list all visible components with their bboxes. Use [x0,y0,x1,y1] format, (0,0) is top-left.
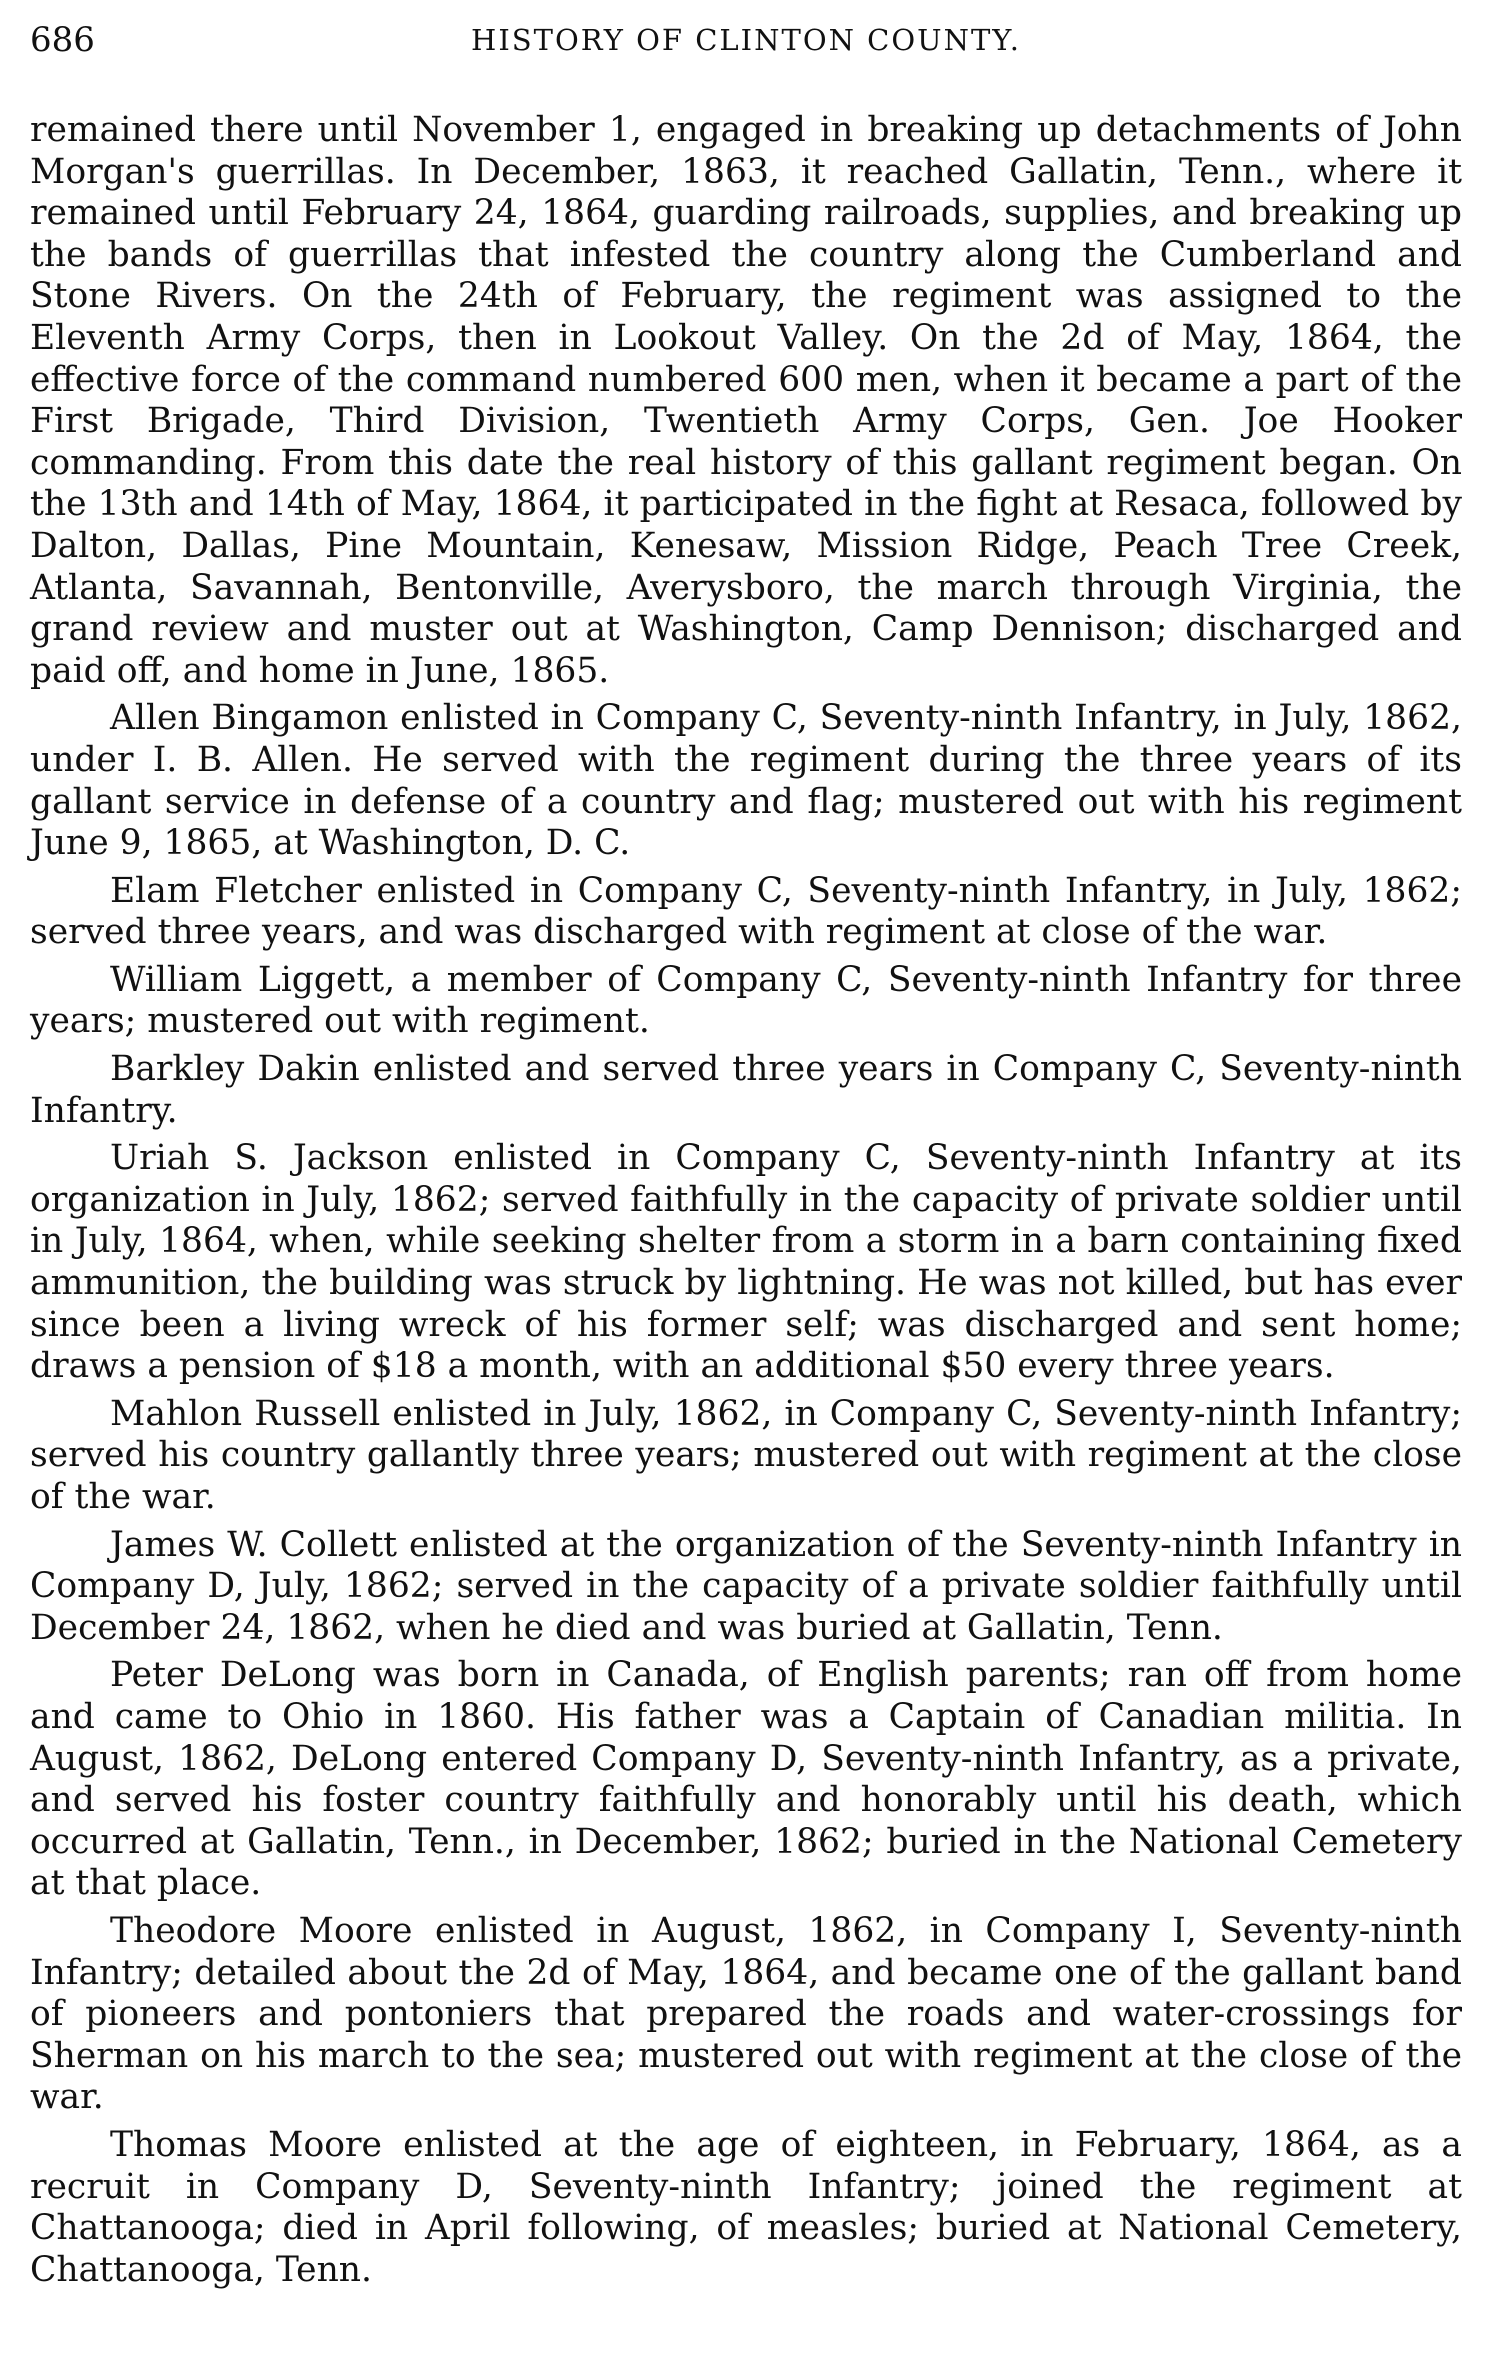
paragraph-elam-fletcher: Elam Fletcher enlisted in Company C, Seventy-ninth Infantry, in July, 1862; served three years, and was discharged with regiment at close of the war. [30,870,1462,953]
paragraph-thomas-moore: Thomas Moore enlisted at the age of eighteen, in February, 1864, as a recruit in Company D, Seventy-ninth Infantry; joined the regiment at Chattanooga; died in April following, of measles; buried at National Cemetery, Chattanooga, Tenn. [30,2124,1462,2290]
paragraph-barkley-dakin: Barkley Dakin enlisted and served three years in Company C, Seventy-ninth Infantry. [30,1049,1462,1131]
paragraph-mahlon-russell: Mahlon Russell enlisted in July, 1862, in Company C, Seventy-ninth Infantry; served his country gallantly three years; mustered out with regiment at the close of the war. [30,1393,1462,1517]
paragraph-uriah-jackson: Uriah S. Jackson enlisted in Company C, Seventy-ninth Infantry at its organization in July, 1862; served faithfully in the capacity of private soldier until in July, 1864, when, while seeking shelter from a storm in a barn containing fixed ammunition, the building was struck by lightning. He was not killed, but has ever since been a living wreck of his former self; was discharged and sent home; draws a pension of $18 a month, with an additional $50 every three years. [30,1138,1462,1387]
paragraph-peter-delong: Peter DeLong was born in Canada, of English parents; ran off from home and came to Ohio in 1860. His father was a Captain of Canadian militia. In August, 1862, DeLong entered Company D, Seventy-ninth Infantry, as a private, and served his foster country faithfully and honorably until his death, which occurred at Gallatin, Tenn., in December, 1862; buried in the National Cemetery at that place. [30,1655,1462,1904]
page-number: 686 [30,20,95,60]
running-title: HISTORY OF CLINTON COUNTY. [471,23,1021,57]
paragraph-james-collett: James W. Collett enlisted at the organization of the Seventy-ninth Infantry in Company D, July, 1862; served in the capacity of a private soldier faithfully until December 24, 1862, when he died and was buried at Gallatin, Tenn. [30,1524,1462,1648]
paragraph-regiment-history: remained there until November 1, engaged in breaking up detachments of John Morgan's guerrillas. In December, 1863, it reached Gallatin, Tenn., where it remained until February 24, 1864, guarding railroads, supplies, and breaking up the bands of guerrillas that infested the country along the Cumberland and Stone Rivers. On the 24th of February, the regiment was assigned to the Eleventh Army Corps, then in Lookout Valley. On the 2d of May, 1864, the effective force of the command numbered 600 men, when it became a part of the First Brigade, Third Division, Twentieth Army Corps, Gen. Joe Hooker commanding. From this date the real history of this gallant regiment began. On the 13th and 14th of May, 1864, it participated in the fight at Resaca, followed by Dalton, Dallas, Pine Mountain, Kenesaw, Mission Ridge, Peach Tree Creek, Atlanta, Savannah, Bentonville, Averysboro, the march through Virginia, the grand review and muster out at Washington, Camp Dennison; discharged and paid off, and home in June, 1865. [30,110,1462,691]
paragraph-william-liggett: William Liggett, a member of Company C, Seventy-ninth Infantry for three years; mustered out with regiment. [30,959,1462,1042]
running-head [30,18,1462,80]
book-page [30,18,1462,2338]
paragraph-allen-bingamon: Allen Bingamon enlisted in Company C, Seventy-ninth Infantry, in July, 1862, under I. B. Allen. He served with the regiment during the three years of its gallant service in defense of a country and flag; mustered out with his regiment June 9, 1865, at Washington, D. C. [30,698,1462,864]
paragraph-theodore-moore: Theodore Moore enlisted in August, 1862, in Company I, Seventy-ninth Infantry; detailed about the 2d of May, 1864, and became one of the gallant band of pioneers and pontoniers that prepared the roads and water-crossings for Sherman on his march to the sea; mustered out with regiment at the close of the war. [30,1910,1462,2118]
body-text [30,110,1462,2291]
